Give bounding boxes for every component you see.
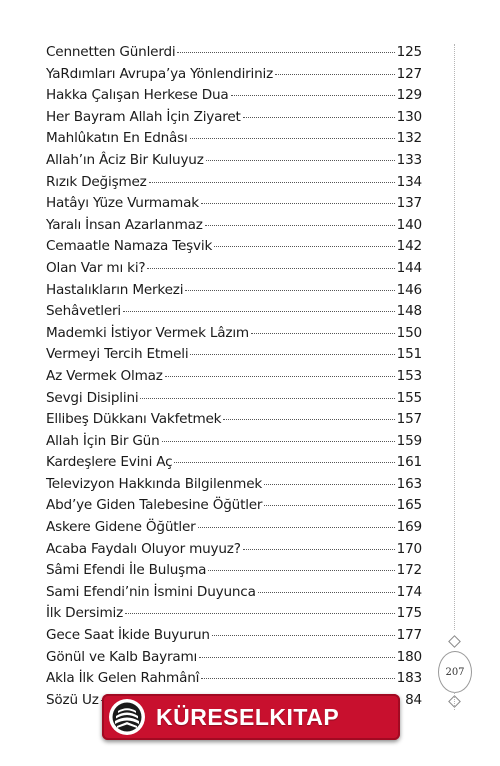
toc-entry <box>46 454 422 476</box>
toc-entry-page: 174 <box>396 583 422 600</box>
dot-leader <box>199 657 395 658</box>
dot-leader <box>190 354 394 355</box>
dot-leader <box>275 74 395 75</box>
toc-entry-title: Rızık Değişmez <box>46 173 147 190</box>
toc-entry-page: 140 <box>396 216 422 233</box>
toc-entry-page: 151 <box>396 346 422 363</box>
toc-entry-title: Allah’ın Âciz Bir Kuluyuz <box>46 151 204 168</box>
toc-entry-page: 134 <box>396 173 422 190</box>
toc-entry-title: Cennetten Günlerdi <box>46 44 176 60</box>
toc-entry <box>46 238 422 260</box>
toc-entry-title: Cemaatle Namaza Teşvik <box>46 238 213 255</box>
toc-entry <box>46 605 422 627</box>
toc-entry <box>46 519 422 541</box>
dot-leader <box>231 95 395 96</box>
toc-entry-title: İlk Dersimiz <box>46 605 124 622</box>
toc-entry-page: 125 <box>396 44 422 60</box>
toc-entry-title: Sözü Uz <box>46 691 99 708</box>
toc-entry-title: Hakka Çalışan Herkese Dua <box>46 87 229 104</box>
toc-entry <box>46 368 422 390</box>
toc-entry <box>46 562 422 584</box>
toc-entry-page: 142 <box>396 238 422 255</box>
toc-entry-page: 177 <box>396 627 422 644</box>
toc-entry-page: 172 <box>396 562 422 579</box>
dot-leader <box>208 570 394 571</box>
toc-entry-page: 146 <box>396 281 422 298</box>
toc-entry-title: Hatâyı Yüze Vurmamak <box>46 195 199 212</box>
toc-entry <box>46 152 422 174</box>
toc-entry-page: 183 <box>396 670 422 687</box>
toc-entry-page: 161 <box>396 454 422 471</box>
dot-leader <box>212 635 395 636</box>
dot-leader <box>264 484 395 485</box>
toc-entry-page: 159 <box>396 432 422 449</box>
toc-entry <box>46 66 422 88</box>
page-number: 207 <box>445 666 465 678</box>
toc-entry-page: 148 <box>396 303 422 320</box>
toc-entry <box>46 584 422 606</box>
dot-leader <box>214 246 395 247</box>
toc-entry-title: Kardeşlere Evini Aç <box>46 454 173 471</box>
toc-entry <box>46 433 422 455</box>
diamond-ornament-icon <box>448 635 461 648</box>
toc-entry-title: Ellibeş Dükkanı Vakfetmek <box>46 411 222 428</box>
dot-leader <box>162 441 395 442</box>
dot-leader <box>264 505 394 506</box>
toc-entry-title: Sevgi Disiplini <box>46 389 139 406</box>
toc-entry-title: Yaralı İnsan Azarlanmaz <box>46 216 203 233</box>
dot-leader <box>198 527 395 528</box>
toc-entry-page: 170 <box>396 540 422 557</box>
toc-entry-page: 132 <box>396 130 422 147</box>
toc-entry-title: Sehâvetleri <box>46 303 121 320</box>
toc-entry-title: Acaba Faydalı Oluyor muyuz? <box>46 540 241 557</box>
toc-entry-title: Gönül ve Kalb Bayramı <box>46 648 198 665</box>
toc-entry-page: 157 <box>396 411 422 428</box>
toc-entry-title: Gece Saat İkide Buyurun <box>46 627 210 644</box>
toc-entry-title: YaRdımları Avrupa’ya Yönlendiriniz <box>46 65 274 82</box>
dot-leader <box>149 182 395 183</box>
toc-entry-title: Allah İçin Bir Gün <box>46 432 160 449</box>
toc-entry-title: Vermeyi Tercih Etmeli <box>46 346 189 363</box>
toc-entry <box>46 130 422 152</box>
toc-entry-page: 163 <box>396 475 422 492</box>
toc-entry <box>46 476 422 498</box>
toc-entry-page: 155 <box>396 389 422 406</box>
dot-leader <box>243 117 395 118</box>
toc-entry-page: 137 <box>396 195 422 212</box>
dot-leader <box>177 52 394 53</box>
toc-entry <box>46 260 422 282</box>
toc-entry <box>46 670 422 692</box>
dot-leader <box>185 290 394 291</box>
dot-leader <box>258 592 395 593</box>
toc-entry-title: Olan Var mı ki? <box>46 259 146 276</box>
stylized-globe-book-icon <box>104 694 150 740</box>
toc-entry-page: 153 <box>396 367 422 384</box>
dot-leader <box>190 138 395 139</box>
toc-entry-page: 130 <box>396 108 422 125</box>
toc-entry <box>46 303 422 325</box>
toc-entry-page: 129 <box>396 87 422 104</box>
margin-divider-line <box>454 692 455 710</box>
toc-entry-title: Sami Efendi’nin İsmini Duyunca <box>46 583 256 600</box>
toc-entry-page: 133 <box>396 151 422 168</box>
toc-entry-title: Sâmi Efendi İle Buluşma <box>46 562 207 579</box>
toc-entry-title: Hastalıkların Merkezi <box>46 281 184 298</box>
toc-entry <box>46 649 422 671</box>
toc-entry-page: 180 <box>396 648 422 665</box>
toc-entry <box>46 195 422 217</box>
toc-entry-title: Mademki İstiyor Vermek Lâzım <box>46 324 249 341</box>
dot-leader <box>140 398 394 399</box>
toc-entry-title: Askere Gidene Öğütler <box>46 519 196 536</box>
toc-entry-title: Mahlûkatın En Ednâsı <box>46 130 188 147</box>
toc-entry <box>46 346 422 368</box>
table-of-contents <box>46 44 422 713</box>
dot-leader <box>243 549 395 550</box>
toc-entry-page: 150 <box>396 324 422 341</box>
toc-entry <box>46 87 422 109</box>
toc-entry-title: Her Bayram Allah İçin Ziyaret <box>46 108 241 125</box>
watermark-text: KÜRESELKITAP <box>156 703 340 730</box>
dot-leader <box>201 203 395 204</box>
dot-leader <box>201 678 394 679</box>
toc-entry <box>46 174 422 196</box>
toc-entry-page: 169 <box>396 519 422 536</box>
toc-entry <box>46 109 422 131</box>
toc-entry <box>46 390 422 412</box>
toc-entry-title: Az Vermek Olmaz <box>46 367 163 384</box>
dot-leader <box>165 376 395 377</box>
toc-entry <box>46 627 422 649</box>
watermark-banner <box>102 694 400 740</box>
toc-entry <box>46 217 422 239</box>
dot-leader <box>123 311 395 312</box>
toc-entry <box>46 325 422 347</box>
toc-entry <box>46 497 422 519</box>
dot-leader <box>206 160 395 161</box>
toc-entry-title: Akla İlk Gelen Rahmânî <box>46 670 200 687</box>
dot-leader <box>125 613 395 614</box>
toc-entry <box>46 411 422 433</box>
toc-entry-page: 144 <box>396 259 422 276</box>
toc-entry <box>46 44 422 66</box>
toc-entry-page: 127 <box>396 65 422 82</box>
toc-entry-page: 165 <box>396 497 422 514</box>
dot-leader <box>251 333 395 334</box>
margin-divider-line <box>454 44 455 630</box>
dot-leader <box>205 225 395 226</box>
toc-entry <box>46 541 422 563</box>
toc-entry-title: Abd’ye Giden Talebesine Öğütler <box>46 497 263 514</box>
dot-leader <box>174 462 394 463</box>
toc-entry-title: Televizyon Hakkında Bilgilenmek <box>46 475 263 492</box>
toc-entry <box>46 282 422 304</box>
toc-entry-page: 84 <box>405 691 422 708</box>
page-number-badge <box>438 651 472 693</box>
dot-leader <box>147 268 394 269</box>
dot-leader <box>223 419 394 420</box>
toc-entry-page: 175 <box>396 605 422 622</box>
